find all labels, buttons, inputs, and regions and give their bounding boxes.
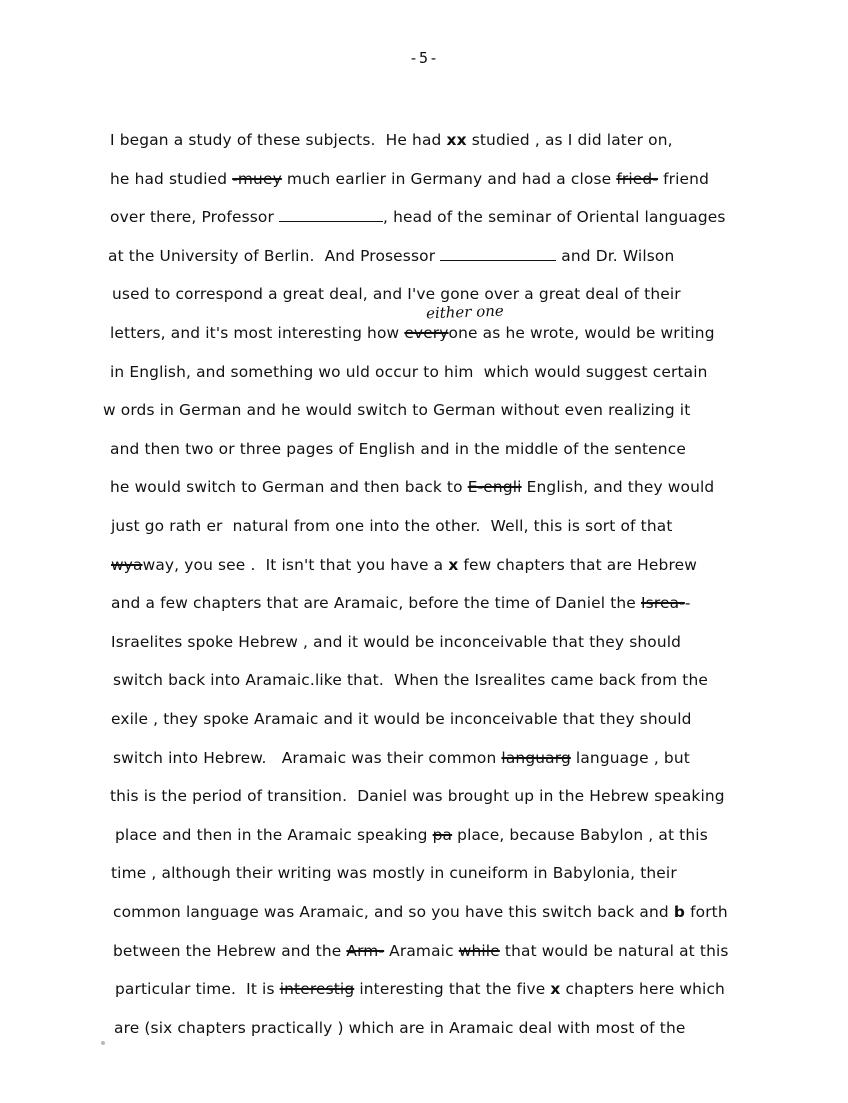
text-line	[112, 281, 681, 307]
struck-text: Isrea-	[640, 594, 685, 613]
text-line	[115, 976, 725, 1002]
overtyped-mark: b	[673, 903, 686, 921]
text-run: switch back into Aramaic.like that. When the Isrealites came back from the	[113, 671, 708, 690]
struck-text: languarg	[501, 748, 571, 767]
text-run: and then two or three pages of English and in the middle of the sentence	[110, 439, 686, 458]
text-run: he would switch to German and then back to	[110, 478, 468, 497]
text-run: one as he wrote, would be writing	[448, 324, 715, 342]
text-line	[113, 899, 728, 925]
text-run: used to correspond a great deal, and I've gone over a great deal of their	[112, 285, 681, 304]
struck-text: wya	[111, 555, 143, 574]
text-line	[108, 243, 674, 269]
struck-text: every	[404, 324, 449, 342]
text-run: common language was Aramaic, and so you have this switch back and	[113, 903, 674, 921]
text-run: particular time. It is	[115, 980, 280, 999]
text-line	[110, 320, 715, 346]
struck-text: while	[458, 941, 500, 960]
text-run: at the University of Berlin. And Prosessor	[108, 246, 441, 265]
text-line	[115, 822, 708, 848]
text-run: much earlier in Germany and had a close	[281, 169, 617, 188]
text-line	[113, 745, 690, 771]
handwritten-annotation: either one	[425, 301, 505, 323]
margin-mark	[101, 1041, 105, 1045]
text-run: studied , as I did later on,	[466, 131, 673, 149]
struck-text: fried-	[616, 169, 659, 188]
text-run: are (six chapters practically ) which are in Aramaic deal with most of the	[114, 1018, 686, 1037]
text-run: between the Hebrew and the	[113, 941, 347, 960]
text-line	[110, 166, 709, 192]
text-line	[111, 513, 673, 539]
text-line	[111, 552, 697, 578]
text-run: Aramaic	[384, 941, 459, 960]
fill-in-blank	[279, 207, 383, 222]
fill-in-blank	[440, 246, 556, 261]
text-line	[111, 629, 681, 655]
text-run: just go rath er natural from one into the other. Well, this is sort of that	[111, 517, 673, 535]
text-run: Israelites spoke Hebrew , and it would be inconceivable that they should	[111, 632, 682, 651]
overtyped-mark: xx	[446, 131, 467, 149]
text-line	[110, 783, 725, 809]
text-line	[110, 474, 714, 500]
text-run: I began a study of these subjects. He had	[110, 131, 447, 149]
text-run: friend	[658, 169, 710, 188]
text-line	[113, 667, 708, 693]
struck-text: pa	[432, 825, 453, 844]
overtyped-mark: x	[550, 980, 561, 999]
text-run: and a few chapters that are Aramaic, before the time of Daniel the	[111, 594, 641, 613]
text-line	[110, 204, 726, 230]
text-line	[103, 397, 690, 423]
text-run: switch into Hebrew. Aramaic was their common	[113, 748, 502, 767]
struck-text: interestig	[279, 980, 355, 999]
text-line	[111, 590, 691, 616]
struck-text: Arm-	[346, 941, 385, 960]
text-run: English, and they would	[521, 478, 715, 497]
text-run: language , but	[570, 748, 690, 767]
overtyped-mark: x	[448, 555, 459, 574]
text-line	[111, 706, 692, 732]
text-run: and Dr. Wilson	[556, 246, 675, 265]
text-line	[110, 436, 686, 462]
text-run: few chapters that are Hebrew	[458, 555, 697, 574]
text-run: in English, and something wo uld occur to him which would suggest certain	[110, 362, 708, 381]
text-run: -	[684, 594, 691, 613]
struck-text: E-engli	[467, 478, 522, 497]
text-line	[111, 860, 677, 886]
text-run: letters, and it's most interesting how	[110, 324, 405, 342]
text-run: over there, Professor	[110, 208, 279, 227]
text-line	[110, 127, 673, 153]
text-run: chapters here which	[560, 980, 725, 999]
text-run: way, you see . It isn't that you have a	[142, 555, 449, 574]
text-run: , head of the seminar of Oriental languages	[383, 208, 726, 227]
text-run: this is the period of transition. Daniel was brought up in the Hebrew speaking	[110, 787, 725, 806]
page-number: -5-	[408, 49, 440, 67]
text-run: exile , they spoke Aramaic and it would be inconceivable that they should	[111, 710, 692, 728]
text-run: that would be natural at this	[499, 941, 729, 960]
text-run: time , although their writing was mostly in cuneiform in Babylonia, their	[111, 864, 677, 883]
text-run: interesting that the five	[354, 980, 551, 999]
text-run: forth	[685, 903, 728, 921]
text-run: w ords in German and he would switch to German without even realizing it	[103, 401, 691, 420]
text-run: he had studied	[110, 169, 233, 188]
text-run: place and then in the Aramaic speaking	[115, 825, 433, 844]
text-line	[113, 938, 729, 964]
text-run: place, because Babylon , at this	[452, 825, 708, 844]
struck-text: -muey	[232, 169, 282, 188]
text-line	[114, 1015, 685, 1041]
text-line	[110, 359, 708, 385]
